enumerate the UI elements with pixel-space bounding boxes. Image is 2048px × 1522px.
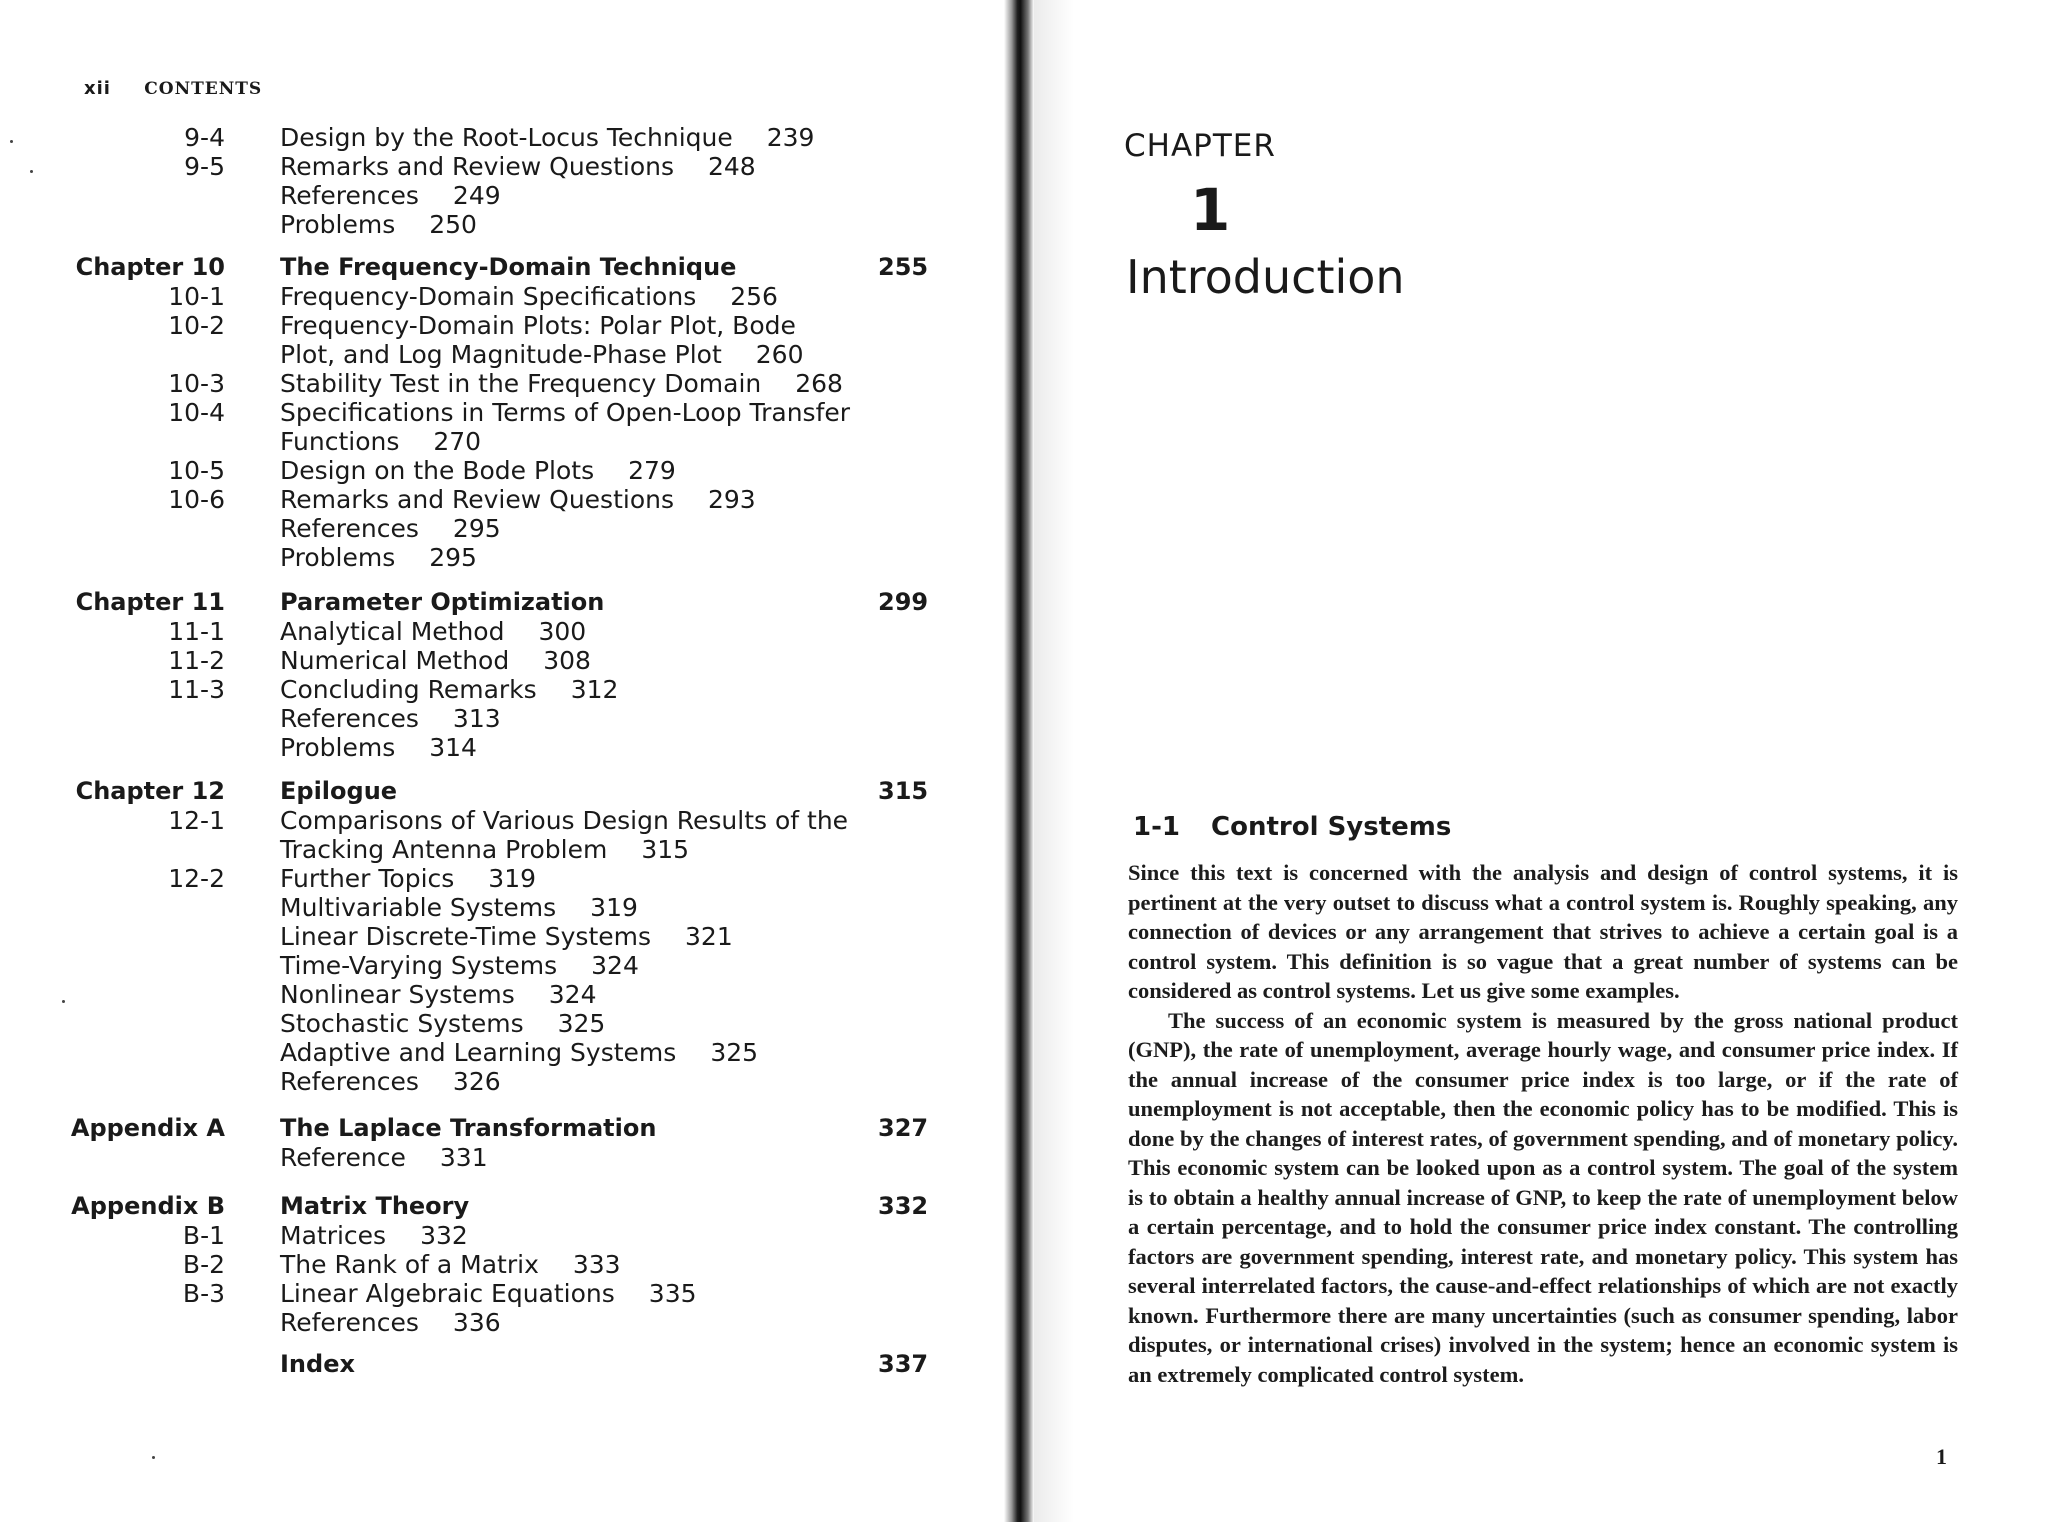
- running-title: CONTENTS: [144, 79, 263, 99]
- toc-entry-title-text: Comparisons of Various Design Results of the: [280, 806, 849, 835]
- toc-entry-title-text: Epilogue: [280, 777, 398, 805]
- toc-entry-title: [280, 340, 804, 369]
- toc-entry-title-text: References: [280, 514, 419, 543]
- toc-entry: [0, 427, 960, 457]
- toc-entry-title: [280, 777, 397, 805]
- toc-entry-page: 319: [488, 864, 537, 893]
- toc-entry-title-text: Problems: [280, 210, 396, 239]
- toc-entry-title: [280, 1038, 758, 1067]
- toc-entry-number: Chapter 10: [75, 253, 225, 281]
- toc-entry-number: B-3: [182, 1279, 225, 1308]
- toc-entry: [0, 806, 960, 836]
- toc-entry-title: [280, 806, 848, 835]
- toc-entry-title: [280, 646, 591, 675]
- toc-entry-title-text: References: [280, 181, 419, 210]
- toc-entry-number: 12-1: [168, 806, 225, 835]
- toc-entry-number: B-1: [182, 1221, 225, 1250]
- toc-entry: [0, 1009, 960, 1039]
- toc-entry-title-text: The Rank of a Matrix: [280, 1250, 539, 1279]
- toc-entry-title: [280, 1143, 488, 1172]
- toc-entry: [0, 893, 960, 923]
- contents-page: [0, 0, 1010, 1522]
- toc-entry-page: 239: [766, 123, 815, 152]
- toc-entry-page: 325: [557, 1009, 606, 1038]
- toc-entry: [0, 704, 960, 734]
- toc-entry-title: [280, 514, 501, 543]
- toc-entry-title: [280, 1308, 501, 1337]
- toc-entry: [0, 398, 960, 428]
- toc-entry-page: 248: [708, 152, 756, 181]
- toc-entry-page: 300: [538, 617, 587, 646]
- toc-entry-number: Appendix B: [71, 1192, 225, 1220]
- toc-entry: [0, 282, 960, 312]
- toc-entry-page: 295: [452, 514, 501, 543]
- body-text: [1128, 858, 1958, 1389]
- toc-chapter-entry: [0, 1350, 960, 1380]
- page-number: xii: [84, 78, 111, 99]
- toc-entry-title-text: References: [280, 704, 419, 733]
- toc-entry-page: 319: [590, 893, 638, 922]
- toc-entry-title: [280, 369, 843, 398]
- toc-entry-title: [280, 1279, 697, 1308]
- toc-entry: [0, 485, 960, 515]
- toc-entry-title: [280, 311, 796, 340]
- toc-entry-number: 9-4: [184, 123, 225, 152]
- toc-entry-page: 324: [591, 951, 639, 980]
- toc-entry-number: 11-3: [168, 675, 225, 704]
- toc-entry: [0, 340, 960, 370]
- toc-entry-page: 324: [548, 980, 597, 1009]
- toc-entry-number: 11-2: [168, 646, 225, 675]
- toc-entry-title-text: Adaptive and Learning Systems: [280, 1038, 677, 1067]
- toc-entry: [0, 951, 960, 981]
- toc-entry-title-text: The Frequency-Domain Technique: [280, 253, 737, 281]
- toc-entry-title: [280, 1221, 468, 1250]
- toc-entry-title-text: Tracking Antenna Problem: [280, 835, 608, 864]
- toc-entry-title-text: Nonlinear Systems: [280, 980, 515, 1009]
- toc-entry-title-text: Reference: [280, 1143, 406, 1172]
- toc-entry: [0, 210, 960, 240]
- section-number: 1-1: [1133, 812, 1180, 842]
- toc-entry: [0, 123, 960, 153]
- toc-entry-title: [280, 543, 477, 572]
- page-folio: 1: [1936, 1444, 1947, 1469]
- toc-chapter-entry: [0, 1114, 960, 1144]
- toc-entry-page: 325: [710, 1038, 759, 1067]
- toc-entry-title: [280, 253, 736, 281]
- toc-entry-title-text: Stability Test in the Frequency Domain: [280, 369, 762, 398]
- scan-speck: [30, 170, 33, 173]
- toc-chapter-entry: [0, 588, 960, 618]
- toc-entry: [0, 1143, 960, 1173]
- toc-entry: [0, 311, 960, 341]
- toc-entry-number: 10-3: [168, 369, 225, 398]
- running-head: [84, 78, 262, 99]
- toc-entry: [0, 543, 960, 573]
- toc-entry-page: 295: [429, 543, 477, 572]
- toc-entry-page: 250: [429, 210, 477, 239]
- toc-chapter-page: 337: [878, 1350, 929, 1378]
- toc-entry: [0, 514, 960, 544]
- toc-entry-title-text: Problems: [280, 733, 396, 762]
- toc-entry-title: [280, 922, 733, 951]
- toc-entry: [0, 922, 960, 952]
- toc-entry: [0, 675, 960, 705]
- toc-entry-title-text: Multivariable Systems: [280, 893, 557, 922]
- toc-entry-title: [280, 1009, 605, 1038]
- toc-entry-title: [280, 864, 536, 893]
- toc-entry-page: 293: [708, 485, 756, 514]
- toc-entry-title: [280, 485, 756, 514]
- toc-entry-page: 279: [628, 456, 676, 485]
- toc-entry: [0, 369, 960, 399]
- toc-entry-page: 268: [795, 369, 843, 398]
- chapter-number: 1: [1190, 176, 1231, 244]
- toc-entry-title-text: Frequency-Domain Specifications: [280, 282, 697, 311]
- toc-entry-page: 314: [429, 733, 477, 762]
- toc-chapter-entry: [0, 777, 960, 807]
- toc-entry-title: [280, 951, 639, 980]
- chapter-label: CHAPTER: [1124, 128, 1276, 164]
- toc-entry-title: [280, 1067, 501, 1096]
- toc-entry-title: [280, 427, 481, 456]
- toc-entry: [0, 1250, 960, 1280]
- toc-entry: [0, 646, 960, 676]
- toc-entry-page: 335: [648, 1279, 697, 1308]
- toc-entry: [0, 1067, 960, 1097]
- section-heading: [1133, 812, 1451, 842]
- toc-entry-title-text: Numerical Method: [280, 646, 510, 675]
- toc-entry: [0, 980, 960, 1010]
- paragraph: The success of an economic system is measured by the gross national product (GNP), the rate of unemployment, average hourly wage, and consumer price index. If the annual increase of the consumer price index is too large, or if the rate of unemployment is not acceptable, then the economic policy has to be modified. This is done by the changes of interest rates, of government spending, and of monetary policy. This economic system can be looked upon as a control system. The goal of the system is to obtain a healthy annual increase of GNP, to keep the rate of unemployment below a certain percentage, and to hold the consumer price index constant. The controlling factors are government spending, interest rate, and monetary policy. This system has several interrelated factors, the cause-and-effect relationships of which are not exactly known. Furthermore there are many uncertainties (such as consumer spending, labor disputes, or international crises) involved in the system; hence an economic system is an extremely complicated control system.: [1128, 1007, 1958, 1387]
- toc-entry: [0, 456, 960, 486]
- toc-entry-title-text: References: [280, 1308, 419, 1337]
- toc-entry-number: B-2: [182, 1250, 225, 1279]
- toc-entry-title-text: Time-Varying Systems: [280, 951, 558, 980]
- toc-entry-number: 10-6: [168, 485, 225, 514]
- toc-entry-number: 11-1: [168, 617, 225, 646]
- toc-entry-title: [280, 1192, 469, 1220]
- toc-entry-page: 336: [452, 1308, 501, 1337]
- toc-entry-title: [280, 210, 477, 239]
- toc-entry-number: Chapter 11: [75, 588, 225, 616]
- toc-entry: [0, 835, 960, 865]
- toc-entry: [0, 1038, 960, 1068]
- toc-entry-title-text: Linear Discrete-Time Systems: [280, 922, 652, 951]
- toc-entry-title-text: Specifications in Terms of Open-Loop Transfer: [280, 398, 851, 427]
- toc-entry-title-text: Linear Algebraic Equations: [280, 1279, 615, 1308]
- toc-entry-title: [280, 398, 850, 427]
- toc-entry-title-text: Problems: [280, 543, 396, 572]
- toc-entry-title-text: Remarks and Review Questions: [280, 152, 674, 181]
- toc-entry-title-text: Concluding Remarks: [280, 675, 537, 704]
- toc-chapter-page: 299: [878, 588, 929, 616]
- chapter-title: Introduction: [1126, 250, 1405, 304]
- toc-entry-title: [280, 181, 501, 210]
- toc-entry: [0, 152, 960, 182]
- toc-entry-page: 260: [755, 340, 804, 369]
- toc-entry: [0, 733, 960, 763]
- toc-entry-page: 326: [452, 1067, 501, 1096]
- scan-speck: [62, 1000, 65, 1003]
- toc-entry-title: [280, 617, 586, 646]
- toc-chapter-page: 327: [878, 1114, 929, 1142]
- toc-entry-page: 308: [543, 646, 591, 675]
- toc-entry-page: 249: [452, 181, 501, 210]
- toc-entry-title: [280, 893, 638, 922]
- toc-chapter-page: 332: [878, 1192, 929, 1220]
- toc-chapter-entry: [0, 1192, 960, 1222]
- toc-entry-title: [280, 123, 814, 152]
- toc-entry-title-text: Design by the Root-Locus Technique: [280, 123, 733, 152]
- toc-entry-page: 256: [730, 282, 778, 311]
- toc-entry-page: 333: [572, 1250, 621, 1279]
- toc-entry-title: [280, 733, 477, 762]
- toc-entry-title-text: The Laplace Transformation: [280, 1114, 657, 1142]
- toc-entry: [0, 1279, 960, 1309]
- toc-entry-number: 10-1: [168, 282, 225, 311]
- toc-entry: [0, 1221, 960, 1251]
- toc-entry-title: [280, 835, 689, 864]
- toc-entry-title-text: Matrix Theory: [280, 1192, 470, 1220]
- toc-entry-title-text: Remarks and Review Questions: [280, 485, 674, 514]
- toc-entry-title-text: Analytical Method: [280, 617, 505, 646]
- toc-entry-title-text: Stochastic Systems: [280, 1009, 524, 1038]
- toc-chapter-page: 255: [878, 253, 929, 281]
- toc-entry-number: Chapter 12: [75, 777, 225, 805]
- toc-entry-title-text: References: [280, 1067, 419, 1096]
- toc-entry-title-text: Functions: [280, 427, 400, 456]
- toc-entry-title-text: Parameter Optimization: [280, 588, 605, 616]
- toc-entry-title: [280, 675, 618, 704]
- toc-entry-page: 312: [570, 675, 619, 704]
- section-title: Control Systems: [1211, 812, 1452, 842]
- toc-entry-page: 270: [433, 427, 482, 456]
- toc-entry-number: Appendix A: [70, 1114, 225, 1142]
- toc-entry-title-text: Index: [280, 1350, 355, 1378]
- toc-entry-title: [280, 980, 596, 1009]
- toc-entry-page: 321: [685, 922, 733, 951]
- toc-entry-title-text: Further Topics: [280, 864, 455, 893]
- toc-entry-number: 10-2: [168, 311, 225, 340]
- paragraph: Since this text is concerned with the analysis and design of control systems, it is pertinent at the very outset to discuss what a control system is. Roughly speaking, any connection of devices or any arrangement that strives to achieve a certain goal is a control system. This definition is so vague that a great number of systems can be considered as control systems. Let us give some examples.: [1128, 860, 1958, 1003]
- toc-entry-title-text: Matrices: [280, 1221, 387, 1250]
- toc-entry-title-text: Frequency-Domain Plots: Polar Plot, Bode: [280, 311, 796, 340]
- toc-entry: [0, 1308, 960, 1338]
- toc-entry-title: [280, 1350, 355, 1378]
- toc-entry-page: 331: [439, 1143, 488, 1172]
- toc-entry-page: 313: [452, 704, 501, 733]
- toc-entry-page: 332: [420, 1221, 468, 1250]
- toc-entry-title: [280, 1250, 621, 1279]
- scan-speck: [10, 140, 13, 143]
- toc-entry-title: [280, 456, 676, 485]
- scan-speck: [152, 1456, 155, 1459]
- toc-entry: [0, 617, 960, 647]
- toc-entry-number: 10-4: [168, 398, 225, 427]
- toc-entry-title: [280, 152, 756, 181]
- toc-entry-title-text: Design on the Bode Plots: [280, 456, 595, 485]
- toc-entry: [0, 864, 960, 894]
- toc-entry-title: [280, 704, 501, 733]
- toc-entry-title-text: Plot, and Log Magnitude-Phase Plot: [280, 340, 722, 369]
- toc-entry-number: 12-2: [168, 864, 225, 893]
- toc-entry-title: [280, 282, 778, 311]
- toc-entry-page: 315: [641, 835, 690, 864]
- toc-entry-number: 10-5: [168, 456, 225, 485]
- toc-chapter-entry: [0, 253, 960, 283]
- toc-entry-number: 9-5: [184, 152, 225, 181]
- toc-entry-title: [280, 588, 604, 616]
- toc-entry: [0, 181, 960, 211]
- toc-chapter-page: 315: [878, 777, 929, 805]
- toc-entry-title: [280, 1114, 656, 1142]
